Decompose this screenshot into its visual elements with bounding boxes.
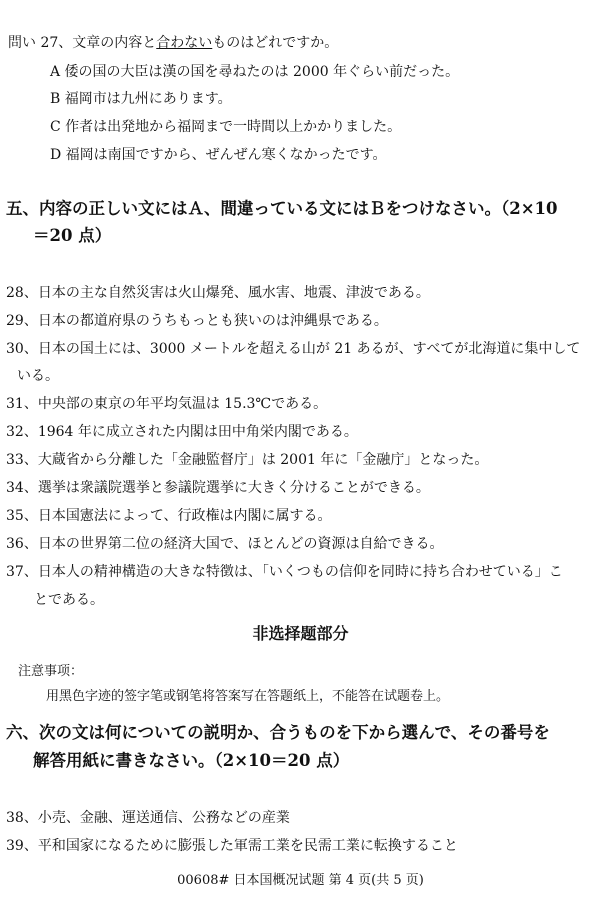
- item-29: 29、日本の都道府県のうちもっとも狭いのは沖縄県である。: [6, 313, 388, 329]
- item-30-continued: いる。: [17, 368, 59, 384]
- item-34: 34、選挙は衆議院選挙と参議院選挙に大きく分けることができる。: [6, 480, 430, 496]
- question-27-underlined: 合わない: [156, 35, 213, 51]
- nonchoice-title: 非选择题部分: [252, 624, 349, 643]
- item-35: 35、日本国憲法によって、行政権は内閣に属する。: [6, 508, 332, 524]
- page-footer: 00608# 日本国概况试题 第 4 页(共 5 页): [177, 873, 424, 888]
- question-27-prefix: 問い 27、文章の内容と: [8, 35, 157, 51]
- q27-option-c: C 作者は出発地から福岡まで一時間以上かかりました。: [50, 119, 402, 135]
- item-30: 30、日本の国土には、3000 メートルを超える山が 21 あるが、すべてが北海道に集中して: [6, 341, 581, 357]
- item-37-continued: とである。: [34, 592, 104, 608]
- item-39: 39、平和国家になるために膨張した軍需工業を民需工業に転換すること: [6, 838, 458, 854]
- section-5-heading-line1: 五、内容の正しい文にはＡ、間違っている文にはＢをつけなさい。（2×10: [6, 199, 558, 218]
- item-37: 37、日本人の精神構造の大きな特徴は、「いくつもの信仰を同時に持ち合わせている」こ: [6, 564, 563, 580]
- item-33: 33、大蔵省から分離した「金融監督庁」は 2001 年に「金融庁」となった。: [6, 452, 489, 468]
- item-28: 28、日本の主な自然災害は火山爆発、風水害、地震、津波である。: [6, 285, 430, 301]
- item-36: 36、日本の世界第二位の経済大国で、ほとんどの資源は自給できる。: [6, 536, 444, 552]
- item-31: 31、中央部の東京の年平均気温は 15.3℃である。: [6, 396, 328, 412]
- q27-option-a: A 倭の国の大臣は漢の国を尋ねたのは 2000 年ぐらい前だった。: [50, 64, 460, 80]
- item-32: 32、1964 年に成立された内閣は田中角栄内閣である。: [6, 424, 358, 440]
- question-27-suffix: ものはどれですか。: [212, 35, 339, 51]
- q27-option-d: D 福岡は南国ですから、ぜんぜん寒くなかったです。: [50, 147, 387, 163]
- question-27: [8, 34, 338, 52]
- section-6-heading-line1: 六、次の文は何についての説明か、合うものを下から選んで、その番号を: [6, 723, 550, 742]
- item-38: 38、小売、金融、運送通信、公務などの産業: [6, 810, 290, 826]
- section-6-heading-line2: 解答用紙に書きなさい。（2×10＝20 点）: [33, 751, 350, 770]
- note-text: 用黑色字迹的签字笔或钢笔将答案写在答题纸上，不能答在试题卷上。: [46, 689, 450, 704]
- q27-option-b: B 福岡市は九州にあります。: [50, 91, 232, 107]
- section-5-heading-line2: ＝20 点）: [33, 226, 112, 245]
- note-label: 注意事项：: [18, 664, 84, 679]
